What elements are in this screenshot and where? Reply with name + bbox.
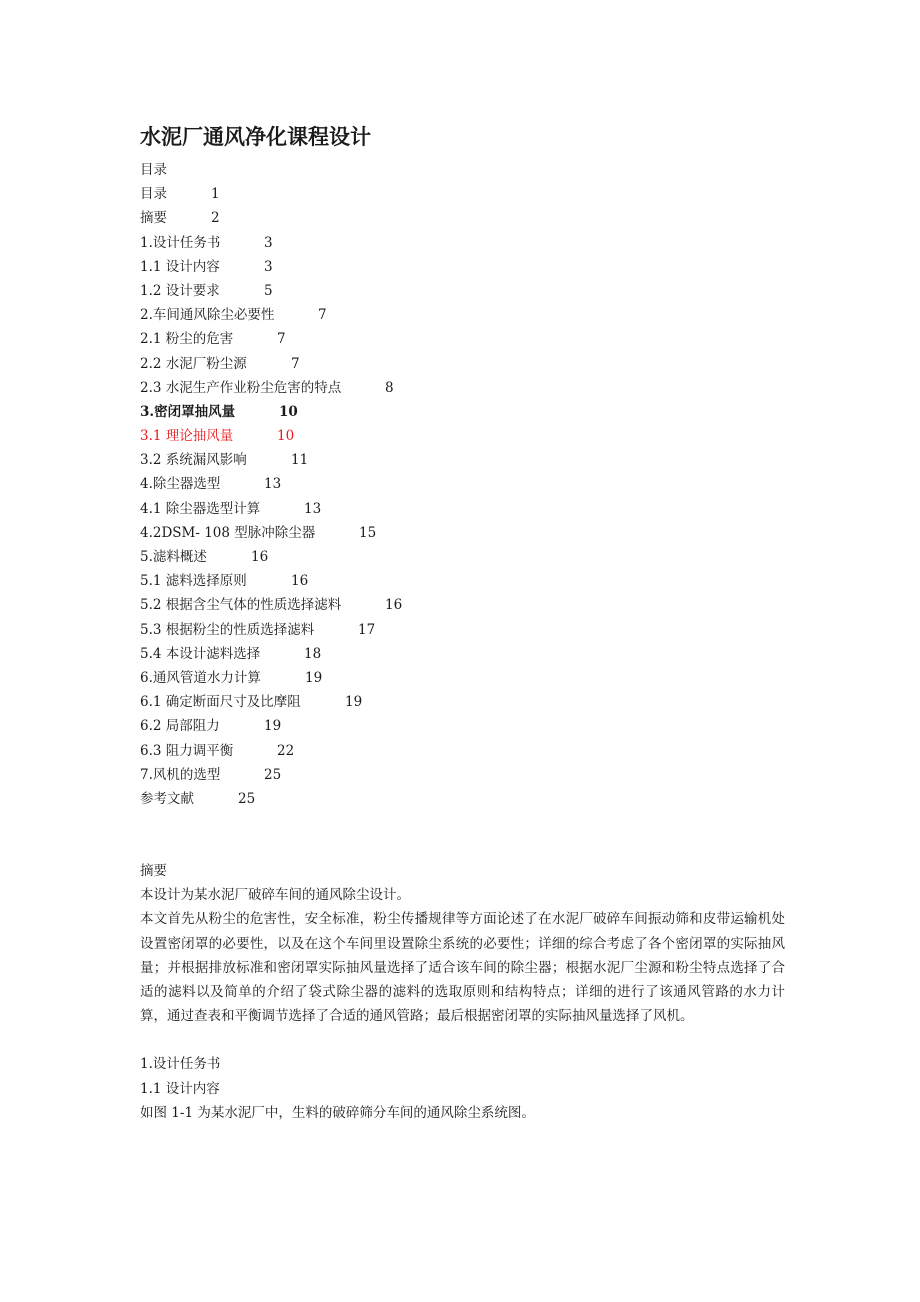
toc-entry-page: 19 — [264, 718, 282, 735]
toc-entry-page: 5 — [264, 282, 273, 299]
toc-entry-label: 6.2 局部阻力 — [140, 718, 220, 735]
toc-entry-label: 参考文献 — [140, 790, 194, 807]
toc-entry-label: 4.2DSM- 108 型脉冲除尘器 — [140, 524, 316, 541]
toc-entry[interactable] — [140, 448, 785, 472]
toc-heading: 目录 — [140, 162, 167, 178]
toc-entry[interactable] — [140, 690, 785, 714]
toc-entry-page: 22 — [277, 742, 295, 759]
toc-entry[interactable] — [140, 787, 785, 811]
toc-entry-page: 18 — [304, 645, 322, 662]
abstract-intro: 本设计为某水泥厂破碎车间的通风除尘设计。 — [140, 887, 410, 904]
toc-entry[interactable] — [140, 303, 785, 327]
toc-entry[interactable] — [140, 569, 785, 593]
toc-entry-label: 5.3 根据粉尘的性质选择滤料 — [140, 621, 315, 638]
toc-entry[interactable] — [140, 376, 785, 400]
toc-entry-page: 19 — [345, 694, 363, 711]
toc-entry[interactable] — [140, 497, 785, 521]
toc-entry-page: 3 — [264, 258, 273, 275]
toc-entry-page: 7 — [291, 355, 300, 372]
section-1-1-heading: 1.1 设计内容 — [140, 1080, 220, 1097]
toc-entry[interactable] — [140, 327, 785, 351]
section-1-1-text: 如图 1-1 为某水泥厂中，生料的破碎筛分车间的通风除尘系统图。 — [140, 1104, 535, 1121]
toc-entry-page: 19 — [305, 669, 323, 686]
toc-entry[interactable] — [140, 400, 785, 424]
toc-entry-label: 6.3 阻力调平衡 — [140, 742, 234, 759]
section-1-heading: 1.设计任务书 — [140, 1056, 221, 1073]
toc-entry-page: 8 — [385, 379, 394, 396]
toc-entry-page: 7 — [318, 307, 327, 324]
toc-entry[interactable] — [140, 352, 785, 376]
toc-entry-label: 2.3 水泥生产作业粉尘危害的特点 — [140, 379, 342, 396]
toc-entry-label: 目录 — [140, 186, 167, 203]
toc-entry[interactable] — [140, 763, 785, 787]
toc-entry-label: 3.1 理论抽风量 — [140, 428, 234, 445]
toc-entry-label: 2.车间通风除尘必要性 — [140, 307, 275, 324]
toc-entry-page: 11 — [291, 452, 309, 469]
toc-entry[interactable] — [140, 182, 785, 206]
toc-entry[interactable] — [140, 545, 785, 569]
toc-entry[interactable] — [140, 714, 785, 738]
toc-entry-page: 15 — [359, 524, 377, 541]
toc-entry-page: 25 — [238, 790, 256, 807]
abstract-body: 本文首先从粉尘的危害性，安全标准，粉尘传播规律等方面论述了在水泥厂破碎车间振动筛和皮带运输机处设置密闭罩的必要性，以及在这个车间里设置除尘系统的必要性；详细的综合考虑了各个密闭罩的实际抽风量；并根据排放标准和密闭罩实际抽风量选择了适合该车间的除尘器；根据水泥厂尘源和粉尘特点选择了合适的滤料以及简单的介绍了袋式除尘器的滤料的选取原则和结构特点；详细的进行了该通风管路的水力计算，通过查表和平衡调节选择了合适的通风管路；最后根据密闭罩的实际抽风量选择了风机。 — [140, 911, 785, 1025]
toc-entry-label: 摘要 — [140, 210, 167, 227]
document-page — [140, 122, 785, 1125]
toc-entry-label: 5.2 根据含尘气体的性质选择滤料 — [140, 597, 342, 614]
toc-entry-page: 7 — [277, 331, 286, 348]
toc-entry[interactable] — [140, 424, 785, 448]
toc-entry[interactable] — [140, 618, 785, 642]
toc-entry-label: 3.密闭罩抽风量 — [140, 403, 236, 420]
toc-entry-label: 5.4 本设计滤料选择 — [140, 645, 261, 662]
toc-entry-label: 1.设计任务书 — [140, 234, 221, 251]
toc-entry[interactable] — [140, 593, 785, 617]
toc-entry[interactable] — [140, 231, 785, 255]
toc-entry[interactable] — [140, 206, 785, 230]
document-title: 水泥厂通风净化课程设计 — [140, 125, 371, 149]
toc-entry-label: 5.滤料概述 — [140, 549, 207, 565]
toc-entry[interactable] — [140, 521, 785, 545]
toc-entry-label: 4.1 除尘器选型计算 — [140, 500, 261, 517]
toc-entry-page: 3 — [264, 234, 273, 251]
table-of-contents — [140, 182, 785, 811]
toc-entry-page: 13 — [264, 476, 282, 493]
toc-entry-page: 2 — [211, 210, 220, 227]
toc-entry[interactable] — [140, 642, 785, 666]
toc-entry-page: 1 — [211, 186, 220, 203]
toc-entry-label: 1.2 设计要求 — [140, 282, 220, 299]
toc-entry-page: 13 — [304, 500, 322, 517]
toc-entry-label: 1.1 设计内容 — [140, 258, 220, 275]
toc-entry-page: 10 — [277, 428, 295, 445]
toc-entry-page: 16 — [385, 597, 403, 614]
toc-entry[interactable] — [140, 472, 785, 496]
toc-entry-label: 3.2 系统漏风影响 — [140, 452, 247, 469]
toc-entry[interactable] — [140, 279, 785, 303]
toc-entry-label: 2.2 水泥厂粉尘源 — [140, 355, 247, 372]
toc-entry-page: 16 — [251, 549, 269, 565]
toc-entry-label: 4.除尘器选型 — [140, 476, 221, 493]
toc-entry-label: 6.通风管道水力计算 — [140, 669, 261, 686]
toc-entry-page: 16 — [291, 573, 309, 590]
toc-entry-page: 10 — [279, 403, 298, 420]
toc-entry-page: 25 — [264, 766, 282, 783]
toc-entry-label: 7.风机的选型 — [140, 766, 221, 783]
toc-entry-label: 6.1 确定断面尺寸及比摩阻 — [140, 694, 301, 711]
toc-entry-page: 17 — [358, 621, 376, 638]
toc-entry[interactable] — [140, 739, 785, 763]
toc-entry[interactable] — [140, 255, 785, 279]
toc-entry-label: 5.1 滤料选择原则 — [140, 573, 247, 590]
toc-entry-label: 2.1 粉尘的危害 — [140, 331, 234, 348]
toc-entry[interactable] — [140, 666, 785, 690]
abstract-heading: 摘要 — [140, 863, 167, 880]
